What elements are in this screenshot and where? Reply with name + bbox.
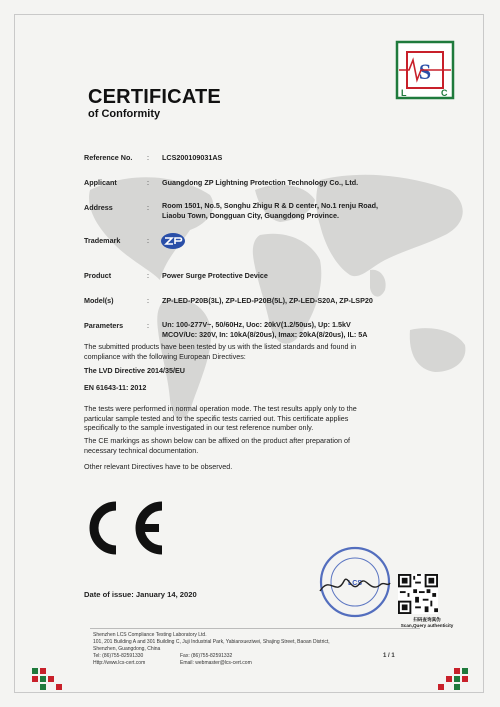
address-line-1: Room 1501, No.5, Songhu Zhigu R & D center, No.1 renju Road, (162, 201, 379, 210)
colon: : (147, 296, 149, 305)
test-paragraph (84, 404, 414, 433)
text-line: The submitted products have been tested by us with the listed standards and found in (84, 342, 357, 351)
text-line: specifically to the sample investigated in our test reference number only. (84, 423, 314, 432)
applicant-value: Guangdong ZP Lightning Protection Technology Co., Ltd. (162, 178, 359, 187)
svg-text:LCS: LCS (348, 580, 362, 587)
colon: : (147, 178, 149, 187)
certificate-title: CERTIFICATE (88, 86, 221, 108)
applicant-label: Applicant (84, 178, 117, 187)
qr-caption-en: Scan,Query authenticity (400, 623, 454, 628)
page-number: 1 / 1 (383, 653, 395, 659)
certificate-subtitle: of Conformity (88, 108, 161, 120)
ce-paragraph (84, 436, 414, 455)
footer-address-1: 101, 201 Building A and 301 Building C, Juji Industrial Park, Yabianxueziwei, Shajing Street, Baoan District, (93, 639, 330, 645)
svg-text:S: S (418, 59, 432, 84)
lcs-logo (395, 40, 455, 100)
product-value: Power Surge Protective Device (162, 271, 268, 280)
text-line: compliance with the following European Directives: (84, 351, 246, 361)
colon: : (147, 203, 149, 212)
footer-tel: Tel: (86)755-82591330 (93, 653, 144, 659)
footer-company: Shenzhen LCS Compliance Testing Laboratory Ltd. (93, 632, 207, 638)
standard-name: EN 61643-11: 2012 (84, 383, 147, 392)
compliance-paragraph (84, 342, 414, 361)
qr-code-icon (398, 574, 438, 614)
text-line: The CE markings as shown below can be affixed on the product after preparation of (84, 436, 350, 445)
svg-text:C: C (441, 88, 448, 98)
address-label: Address (84, 203, 113, 212)
zp-trademark-icon (160, 232, 186, 250)
svg-text:L: L (401, 88, 407, 98)
qr-caption-cn: 扫码查询真伪 (413, 617, 441, 622)
address-value (162, 201, 482, 220)
models-label: Model(s) (84, 296, 114, 305)
footer-address-2: Shenzhen, Guangdong, China (93, 646, 161, 652)
directive-name: The LVD Directive 2014/35/EU (84, 366, 185, 375)
colon: : (147, 153, 149, 162)
reference-value: LCS200109031AS (162, 153, 223, 162)
colon: : (147, 271, 149, 280)
address-line-2: Liaobu Town, Dongguan City, Guangdong Province. (162, 210, 340, 220)
reference-label: Reference No. (84, 153, 133, 162)
colon: : (147, 236, 149, 245)
parameters-label: Parameters (84, 321, 124, 330)
official-stamp-icon (318, 545, 392, 619)
footer-fax: Fax: (86)755-82591332 (180, 653, 233, 659)
parameters-line-1: Un: 100-277V~, 50/60Hz, Uoc: 20kV(1.2/50us), Up: 1.5kV (162, 320, 351, 329)
decorative-squares-right (430, 666, 470, 694)
footer-web[interactable]: Http://www.lcs-cert.com (93, 660, 146, 666)
models-value: ZP-LED-P20B(3L), ZP-LED-P20B(5L), ZP-LED-S20A, ZP-LSP20 (162, 296, 373, 305)
footer-divider (90, 628, 420, 629)
other-directives-text: Other relevant Directives have to be observed. (84, 462, 233, 471)
text-line: necessary technical documentation. (84, 445, 199, 455)
colon: : (147, 321, 149, 330)
ce-mark-icon (84, 498, 172, 558)
text-line: The tests were performed in normal operation mode. The test results apply only to the (84, 404, 357, 413)
parameters-value (162, 320, 482, 339)
text-line: particular sample tested and to the specific tests carried out. This certificate applies (84, 413, 349, 423)
product-label: Product (84, 271, 112, 280)
date-of-issue: Date of issue: January 14, 2020 (84, 590, 197, 599)
footer-email[interactable]: Email: webmaster@lcs-cert.com (180, 660, 252, 666)
decorative-squares-left (30, 666, 70, 694)
parameters-line-2: MCOV/Uc: 320V, In: 10kA(8/20us), Imax: 20kA(8/20us), IL: 5A (162, 329, 368, 339)
trademark-label: Trademark (84, 236, 121, 245)
qr-caption (397, 617, 457, 628)
